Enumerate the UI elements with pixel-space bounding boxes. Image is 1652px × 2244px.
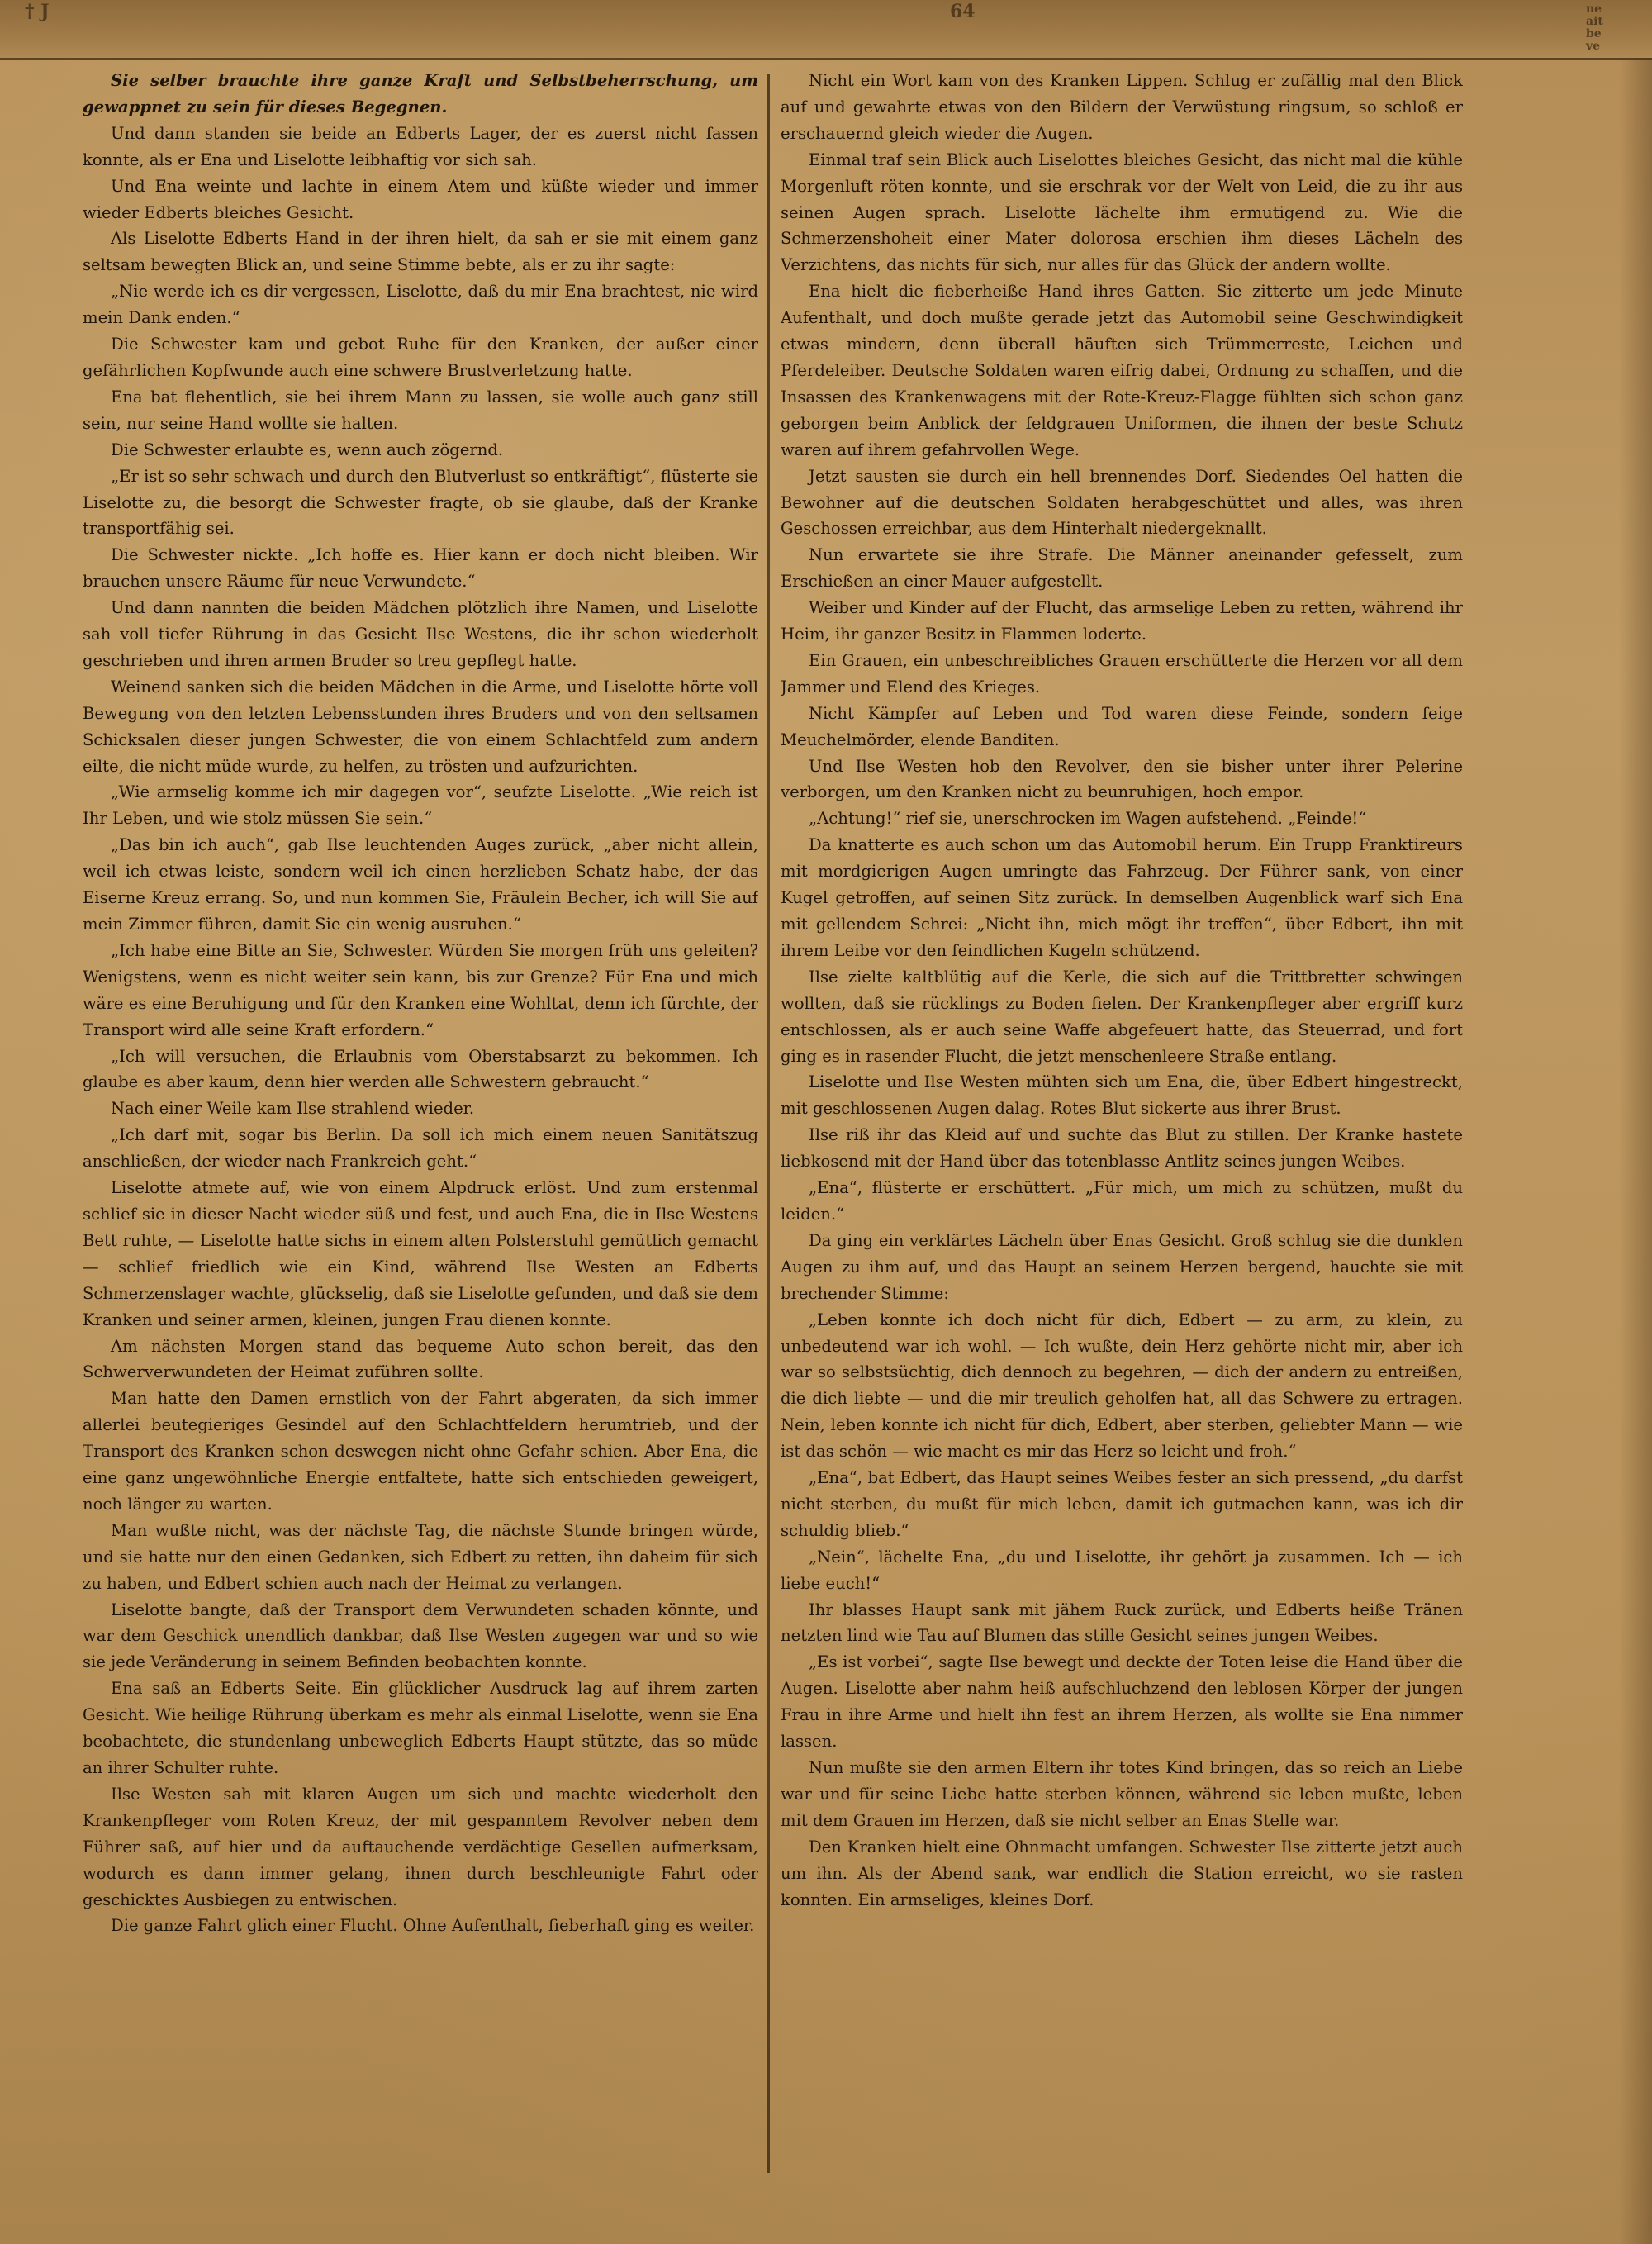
paragraph: Ilse Westen sah mit klaren Augen um sich und machte wiederholt den Krankenpfleger vom Roten Kreuz, der mit gespanntem Revolver neben dem Führer saß, auf hier und da auftauchende verdächtige Gesellen aufmerksam, wodurch es dann immer gelang, ihnen durch beschleunigte Fahrt oder geschicktes Ausbiegen zu entwischen. [83,1784,758,1909]
paragraph: Man hatte den Damen ernstlich von der Fahrt abgeraten, da sich immer allerlei beutegieriges Gesindel auf den Schlachtfeldern herumtrieb, und der Transport des Kranken schon deswegen nicht ohne Gefahr schien. Aber Ena, die eine ganz ungewöhnliche Energie entfaltete, hatte sich entschieden geweigert, noch länger zu warten. [83,1389,758,1514]
paragraph: Als Liselotte Edberts Hand in der ihren hielt, da sah er sie mit einem ganz seltsam bewegten Blick an, und seine Stimme bebte, als er zu ihr sagte: [83,229,758,275]
paragraph: Weinend sanken sich die beiden Mädchen in die Arme, und Liselotte hörte voll Bewegung von den letzten Lebensstunden ihres Bruders und von den seltsamen Schicksalen dieser jungen Schwester, die von einem Schlachtfeld zum andern eilte, die nicht müde wurde, zu helfen, zu trösten und aufzurichten. [83,677,758,776]
page-edge-shadow [1619,58,1652,2244]
paragraph: Jetzt sausten sie durch ein hell brennendes Dorf. Siedendes Oel hatten die Bewohner auf die deutschen Soldaten herabgeschüttet und alles, was ihren Geschossen erreichbar, aus dem Hinterhalt niedergeknallt. [781,466,1463,539]
paragraph: Einmal traf sein Blick auch Liselottes bleiches Gesicht, das nicht mal die kühle Morgenluft röten konnte, und sie erschrak vor der Welt von Leid, die zu ihr aus seinen Augen sprach. Liselotte lächelte ihm ermutigend zu. Wie die Schmerzenshoheit einer Mater dolorosa erschien ihm dieses Lächeln des Verzichtens, das nichts für sich, nur alles für das Glück der andern wollte. [781,150,1463,275]
paragraph: Da ging ein verklärtes Lächeln über Enas Gesicht. Groß schlug sie die dunklen Augen zu ihm auf, und das Haupt an seinem Herzen bergend, hauchte sie mit brechender Stimme: [781,1230,1463,1303]
paragraph: Die Schwester erlaubte es, wenn auch zögernd. [111,440,504,459]
paragraph: Und dann standen sie beide an Edberts Lager, der es zuerst nicht fassen konnte, als er Ena und Liselotte leibhaftig vor sich sah. [83,123,758,169]
paragraph: Nicht ein Wort kam von des Kranken Lippen. Schlug er zufällig mal den Blick auf und gewahrte etwas von den Bildern der Verwüstung ringsum, so schloß er erschauernd gleich wieder die Augen. [781,71,1463,143]
paragraph: „Achtung!“ rief sie, unerschrocken im Wagen aufstehend. „Feinde!“ [809,809,1367,829]
paragraph: Nach einer Weile kam Ilse strahlend wieder. [111,1099,475,1119]
paragraph: Liselotte und Ilse Westen mühten sich um Ena, die, über Edbert hingestreckt, mit geschlossenen Augen dalag. Rotes Blut sickerte aus ihrer Brust. [781,1072,1463,1119]
paragraph: „Er ist so sehr schwach und durch den Blutverlust so entkräftigt“, flüsterte sie Liselotte zu, die besorgt die Schwester fragte, ob sie glaube, daß der Kranke transportfähig sei. [83,466,758,539]
paragraph: „Ena“, bat Edbert, das Haupt seines Weibes fester an sich pressend, „du darfst nicht sterben, du mußt für mich leben, damit ich gutmachen kann, was ich dir schuldig blieb.“ [781,1468,1463,1540]
paragraph: Nicht Kämpfer auf Leben und Tod waren diese Feinde, sondern feige Meuchelmörder, elende Banditen. [781,703,1463,749]
paragraph: Die ganze Fahrt glich einer Flucht. Ohne Aufenthalt, fieberhaft ging es weiter. [111,1916,755,1936]
paragraph: Ein Grauen, ein unbeschreibliches Grauen erschütterte die Herzen vor all dem Jammer und Elend des Krieges. [781,650,1463,696]
column-divider [767,74,770,2173]
paragraph: Nun erwartete sie ihre Strafe. Die Männer aneinander gefesselt, zum Erschießen an einer Mauer aufgestellt. [781,545,1463,592]
paragraph: Liselotte bangte, daß der Transport dem Verwundeten schaden könnte, und war dem Geschick unendlich dankbar, daß Ilse Westen zugegen war und so wie sie jede Veränderung in seinem Befinden beobachten konnte. [83,1600,758,1672]
paragraph: „Ich will versuchen, die Erlaubnis vom Oberstabsarzt zu bekommen. Ich glaube es aber kaum, denn hier werden alle Schwestern gebraucht.“ [83,1046,758,1092]
right-column [781,68,1463,2216]
paragraph: „Es ist vorbei“, sagte Ilse bewegt und deckte der Toten leise die Hand über die Augen. Liselotte aber nahm heiß aufschluchzend den leblosen Körper der jungen Frau in ihre Arme und hielt ihn fest an ihrem Herzen, als wollte sie Ena nimmer lassen. [781,1652,1463,1752]
paragraph: Die Schwester kam und gebot Ruhe für den Kranken, der außer einer gefährlichen Kopfwunde auch eine schwere Brustverletzung hatte. [83,335,758,380]
paragraph: Man wußte nicht, was der nächste Tag, die nächste Stunde bringen würde, und sie hatte nur den einen Gedanken, sich Edbert zu retten, ihn daheim für sich zu haben, und Edbert schien auch nach der Heimat zu verlangen. [83,1520,758,1593]
paragraph: „Ena“, flüsterte er erschüttert. „Für mich, um mich zu schützen, mußt du leiden.“ [781,1178,1463,1224]
torn-header-strip [0,0,1652,60]
paragraph: „Nein“, lächelte Ena, „du und Liselotte, ihr gehört ja zusammen. Ich — ich liebe euch!“ [781,1547,1463,1593]
paragraph: Die Schwester nickte. „Ich hoffe es. Hier kann er doch nicht bleiben. Wir brauchen unsere Räume für neue Verwundete.“ [83,545,758,592]
paragraph: „Leben konnte ich doch nicht für dich, Edbert — zu arm, zu klein, zu unbedeutend war ich wohl. — Ich wußte, dein Herz gehörte nicht mir, aber ich war so selbstsüchtig, dich dennoch zu begehren, — dich der andern zu entreißen, die dich liebte — und die mir treulich geholfen hat, all das Schwere zu ertragen. Nein, leben konnte ich nicht für dich, Edbert, aber sterben, geliebter Mann — wie ist das schön — wie macht es mir das Herz so leicht und froh.“ [781,1310,1463,1462]
paragraph: Und dann nannten die beiden Mädchen plötzlich ihre Namen, und Liselotte sah voll tiefer Rührung in das Gesicht Ilse Westens, die ihr schon wiederholt geschrieben und ihren armen Bruder so treu gepflegt hatte. [83,598,758,670]
paragraph: Ena saß an Edberts Seite. Ein glücklicher Ausdruck lag auf ihrem zarten Gesicht. Wie heilige Rührung überkam es mehr als einmal Liselotte, wenn sie Ena beobachtete, die stundenlang unbeweglich Edberts Haupt stützte, das so müde an ihrer Schulter ruhte. [83,1679,758,1777]
paragraph: „Das bin ich auch“, gab Ilse leuchtenden Auges zurück, „aber nicht allein, weil ich etwas leiste, sondern weil ich einen herzlieben Schatz habe, der das Eiserne Kreuz errang. So, und nun kommen Sie, Fräulein Becher, ich will Sie auf mein Zimmer führen, damit Sie ein wenig ausruhen.“ [83,835,758,934]
paragraph: Und Ilse Westen hob den Revolver, den sie bisher unter ihrer Pelerine verborgen, um den Kranken nicht zu beunruhigen, hoch empor. [781,756,1463,802]
paragraph: Den Kranken hielt eine Ohnmacht umfangen. Schwester Ilse zitterte jetzt auch um ihn. Als der Abend sank, war endlich die Station erreicht, wo sie rasten konnten. Ein armseliges, kleines Dorf. [781,1837,1463,1909]
paragraph: Sie selber brauchte ihre ganze Kraft und Selbstbeherrschung, um gewappnet zu sein für dieses Begegnen. [83,71,758,116]
header-bleed-left: † J [25,1,50,22]
paragraph: „Nie werde ich es dir vergessen, Liselotte, daß du mir Ena brachtest, nie wird mein Dank enden.“ [83,282,758,328]
paragraph: Und Ena weinte und lachte in einem Atem und küßte wieder und immer wieder Edberts bleiches Gesicht. [83,176,758,222]
paragraph: Ihr blasses Haupt sank mit jähem Ruck zurück, und Edberts heiße Tränen netzten lind wie Tau auf Blumen das stille Gesicht seines jungen Weibes. [781,1600,1463,1646]
paragraph: Ilse riß ihr das Kleid auf und suchte das Blut zu stillen. Der Kranke hastete liebkosend mit der Hand über das totenblasse Antlitz seines jungen Weibes. [781,1125,1463,1172]
paragraph: Am nächsten Morgen stand das bequeme Auto schon bereit, das den Schwerverwundeten der Heimat zuführen sollte. [83,1336,758,1382]
paragraph: Ena bat flehentlich, sie bei ihrem Mann zu lassen, sie wolle auch ganz still sein, nur seine Hand wollte sie halten. [83,387,758,433]
paragraph: Nun mußte sie den armen Eltern ihr totes Kind bringen, das so reich an Liebe war und für seine Liebe hatte sterben können, während sie leben mußte, leben mit dem Grauen im Herzen, daß sie nicht selber an Enas Stelle war. [781,1758,1463,1830]
paragraph: „Ich habe eine Bitte an Sie, Schwester. Würden Sie morgen früh uns geleiten? Wenigstens, wenn es nicht weiter sein kann, bis zur Grenze? Für Ena und mich wäre es eine Beruhigung und für den Kranken eine Wohltat, denn ich fürchte, der Transport wird alle seine Kraft erfordern.“ [83,940,758,1039]
left-column [83,68,758,2216]
paragraph: „Ich darf mit, sogar bis Berlin. Da soll ich mich einem neuen Sanitätszug anschließen, der wieder nach Frankreich geht.“ [83,1125,758,1172]
paragraph: Liselotte atmete auf, wie von einem Alpdruck erlöst. Und zum erstenmal schlief sie in dieser Nacht wieder süß und fest, und auch Ena, die in Ilse Westens Bett ruhte, — Liselotte hatte sichs in einem alten Polsterstuhl gemütlich gemacht — schlief friedlich wie ein Kind, während Ilse Westen an Edberts Schmerzenslager wachte, glückselig, daß sie Liselotte gefunden, und daß sie dem Kranken und seiner armen, kleinen, jungen Frau dienen konnte. [83,1178,758,1329]
paragraph: Weiber und Kinder auf der Flucht, das armselige Leben zu retten, während ihr Heim, ihr ganzer Besitz in Flammen loderte. [781,598,1463,644]
paragraph: Ilse zielte kaltblütig auf die Kerle, die sich auf die Trittbretter schwingen wollten, daß sie rücklings zu Boden fielen. Der Krankenpfleger aber ergriff kurz entschlossen, als er auch seine Waffe abgefeuert hatte, das Steuerrad, und fort ging es in rasender Flucht, die jetzt menschenleere Straße entlang. [781,967,1463,1066]
header-bleed-right: ne ait be ve [1586,2,1603,53]
paragraph: Da knatterte es auch schon um das Automobil herum. Ein Trupp Franktireurs mit mordgierigen Augen umringte das Fahrzeug. Der Führer sank, von einer Kugel getroffen, auf seinen Sitz zurück. In demselben Augenblick warf sich Ena mit gellendem Schrei: „Nicht ihn, mich mögt ihr treffen“, über Edbert, ihn mit ihrem Leibe vor den feindlichen Kugeln schützend. [781,835,1463,960]
paragraph: Ena hielt die fieberheiße Hand ihres Gatten. Sie zitterte um jede Minute Aufenthalt, und doch mußte gerade jetzt das Automobil seine Geschwindigkeit etwas mindern, denn überall häuften sich Trümmerreste, Leichen und Pferdeleiber. Deutsche Soldaten waren eifrig dabei, Ordnung zu schaffen, und die Insassen des Krankenwagens mit der Rote-Kreuz-Flagge fühlten sich schon ganz geborgen beim Anblick der feldgrauen Uniformen, die ihnen der beste Schutz waren auf ihrem gefahrvollen Wege. [781,282,1463,459]
paragraph: „Wie armselig komme ich mir dagegen vor“, seufzte Liselotte. „Wie reich ist Ihr Leben, und wie stolz müssen Sie sein.“ [83,782,758,829]
header-bleed-mid: 64 [950,1,976,22]
